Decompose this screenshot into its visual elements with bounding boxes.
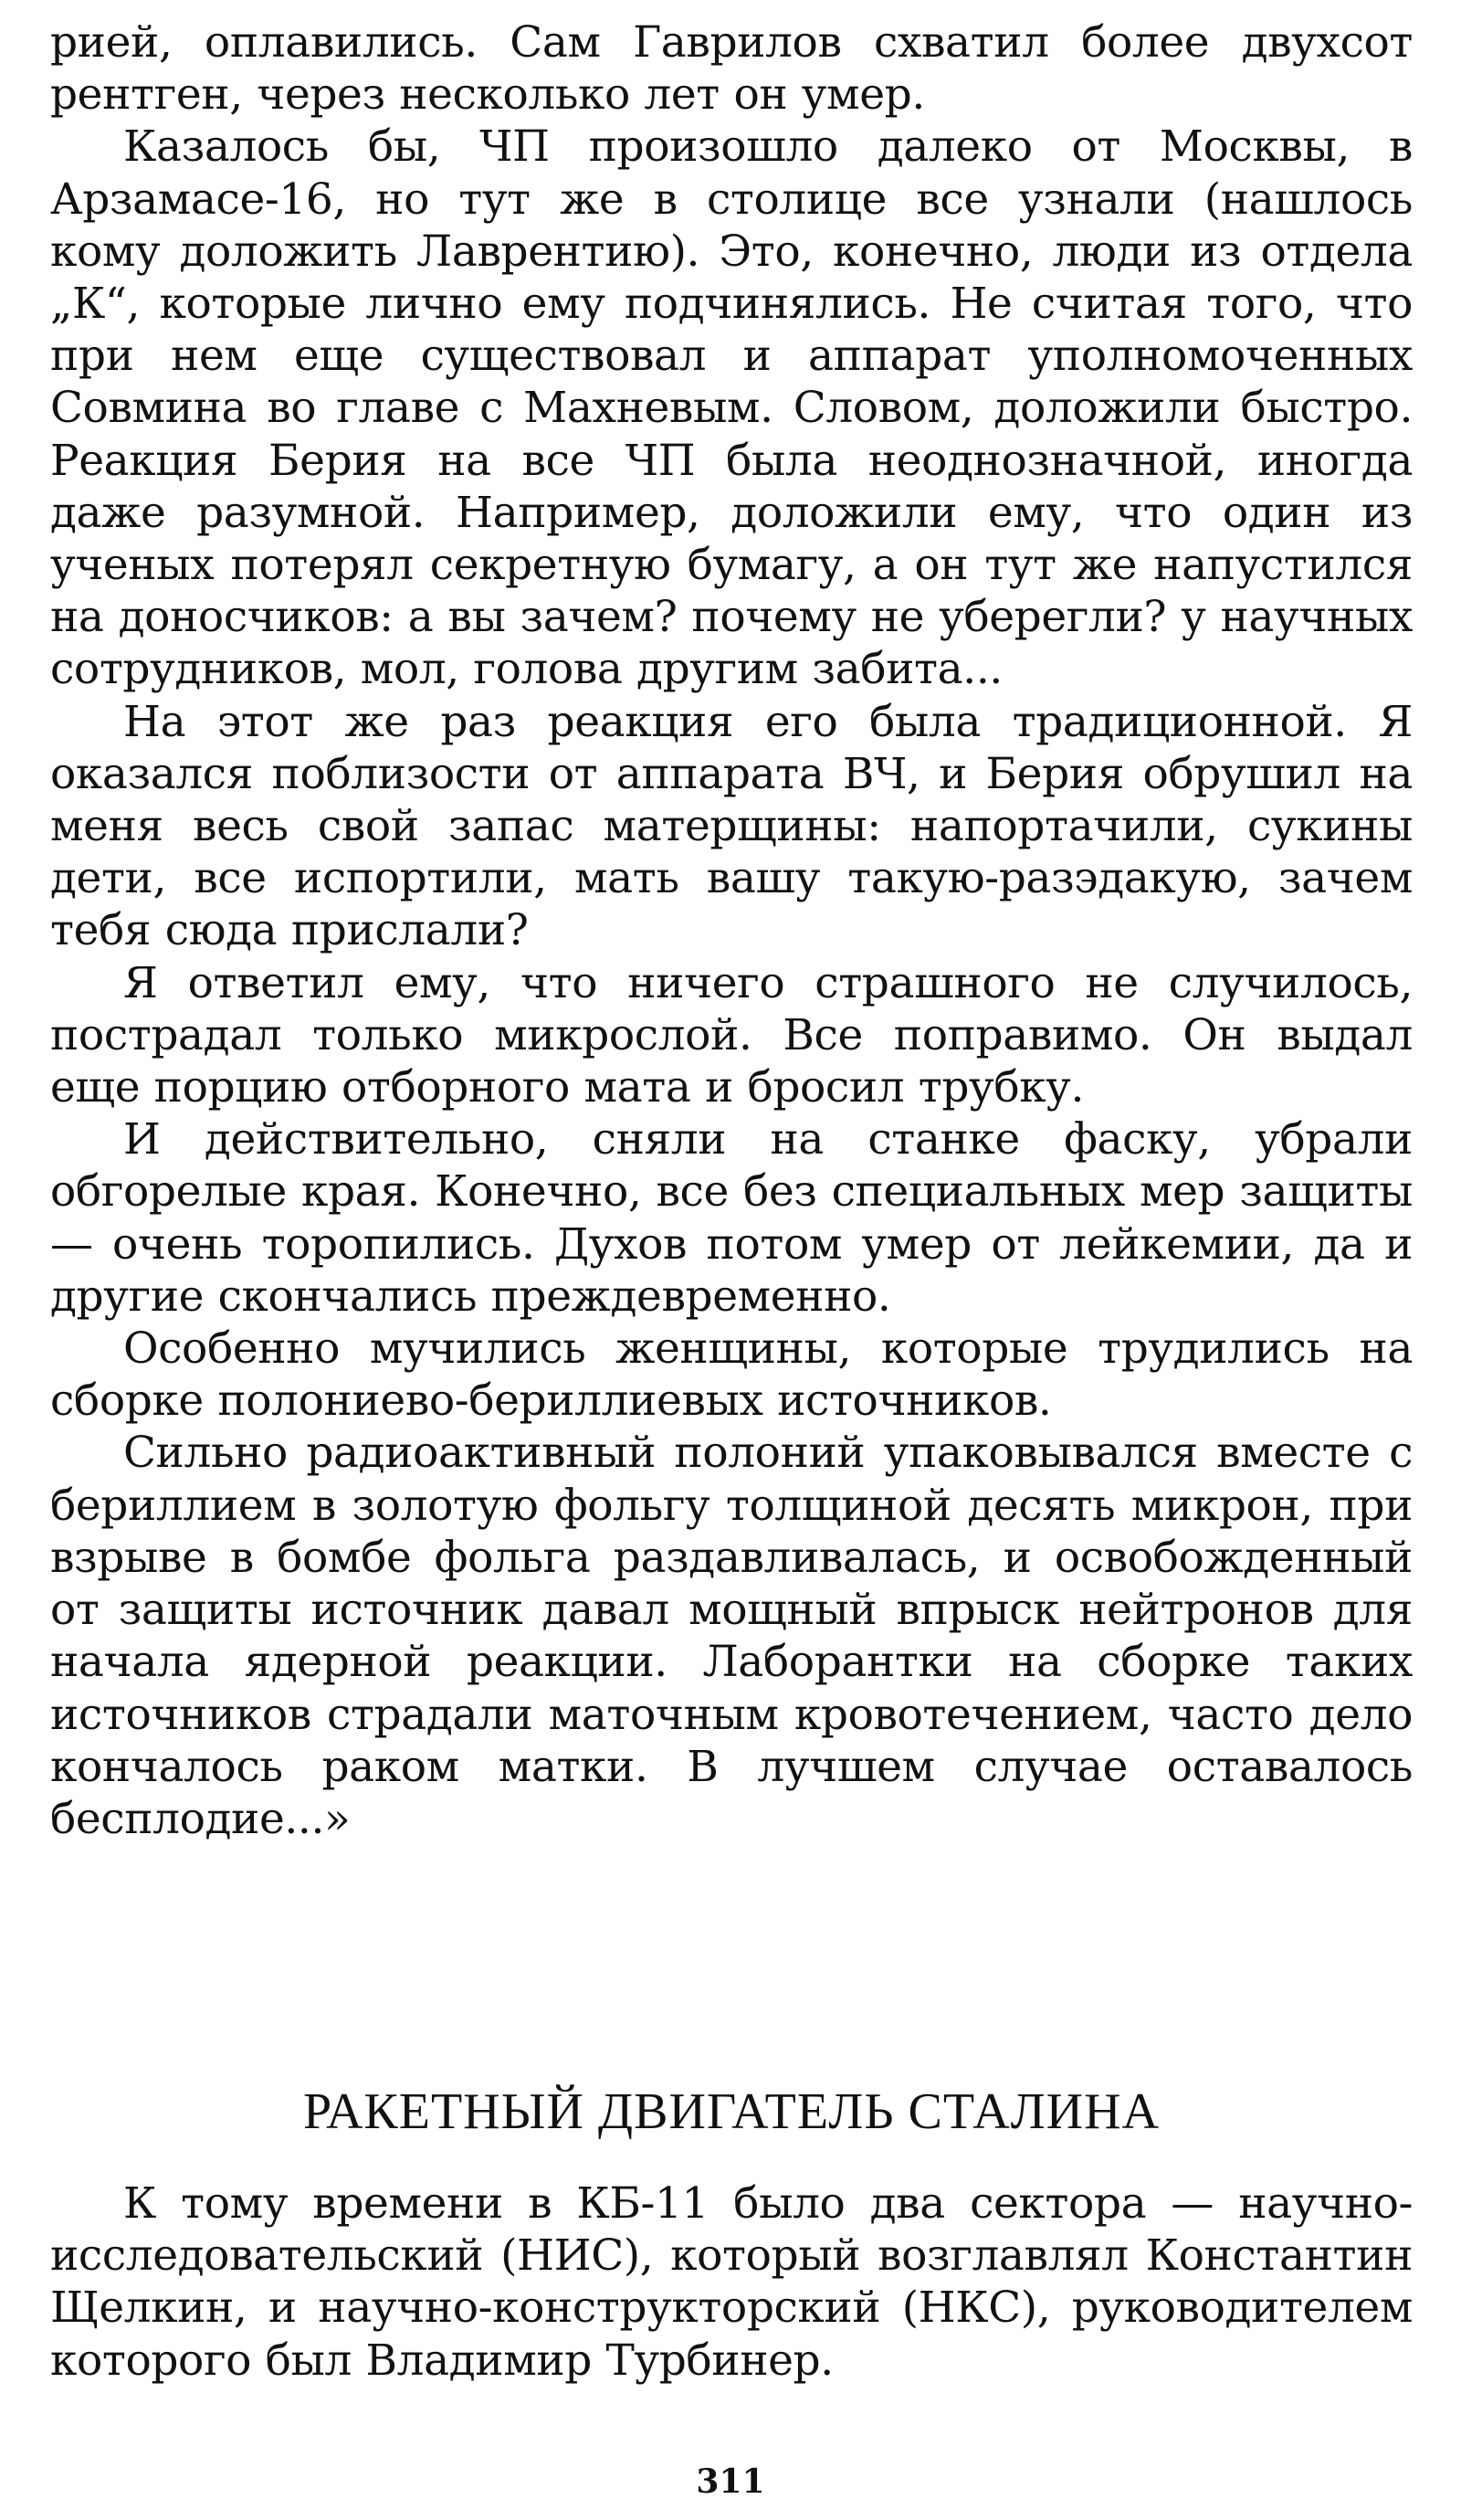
paragraph-8: К тому времени в КБ-11 было два сектора — научно-исследовательский (НИС), который возглавлял Константин Щелкин, и научно-конструкторский (НКС), руководителем которого был Владимир Турбинер. <box>50 2178 1413 2386</box>
page-number: 311 <box>696 2462 765 2501</box>
paragraph-5: И действительно, сняли на станке фаску, убрали обгорелые края. Конечно, все без специальных мер защиты — очень торопились. Духов потом умер от лейкемии, да и другие скончались преждевременно. <box>50 1114 1413 1322</box>
paragraph-1: рией, оплавились. Сам Гаврилов схватил более двухсот рентген, через несколько лет он умер. <box>50 17 1413 121</box>
paragraph-6: Особенно мучились женщины, которые трудились на сборке полониево-бериллиевых источников. <box>50 1323 1413 1427</box>
paragraph-3: На этот же раз реакция его была традиционной. Я оказался поблизости от аппарата ВЧ, и Берия обрушил на меня весь свой запас матерщины: напортачили, сукины дети, все испортили, мать вашу такую-разэдакую, зачем тебя сюда прислали? <box>50 696 1413 956</box>
book-page <box>50 16 1413 2386</box>
section-heading: РАКЕТНЫЙ ДВИГАТЕЛЬ СТАЛИНА <box>302 2083 1161 2140</box>
section-body <box>50 2177 1413 2387</box>
paragraph-2: Казалось бы, ЧП произошло далеко от Москвы, в Арзамасе-16, но тут же в столице все узнали (нашлось кому доложить Лаврентию). Это, конечно, люди из отдела „К“, которые лично ему подчинялись. Не считая того, что при нем еще существовал и аппарат уполномоченных Совмина во главе с Махневым. Словом, доложили быстро. Реакция Берия на все ЧП была неоднозначной, иногда даже разумной. Например, доложили ему, что один из ученых потерял секретную бумагу, а он тут же напустился на доносчиков: а вы зачем? почему не уберегли? у научных сотрудников, мол, голова другим забита... <box>50 121 1413 695</box>
paragraph-4: Я ответил ему, что ничего страшного не случилось, пострадал только микрослой. Все поправимо. Он выдал еще порцию отборного мата и бросил трубку. <box>50 957 1413 1113</box>
paragraph-7: Сильно радиоактивный полоний упаковывался вместе с бериллием в золотую фольгу толщиной десять микрон, при взрыве в бомбе фольга раздавливалась, и освобожденный от защиты источник давал мощный впрыск нейтронов для начала ядерной реакции. Лаборантки на сборке таких источников страдали маточным кровотечением, часто дело кончалось раком матки. В лучшем случае оставалось бесплодие...» <box>50 1428 1413 1844</box>
